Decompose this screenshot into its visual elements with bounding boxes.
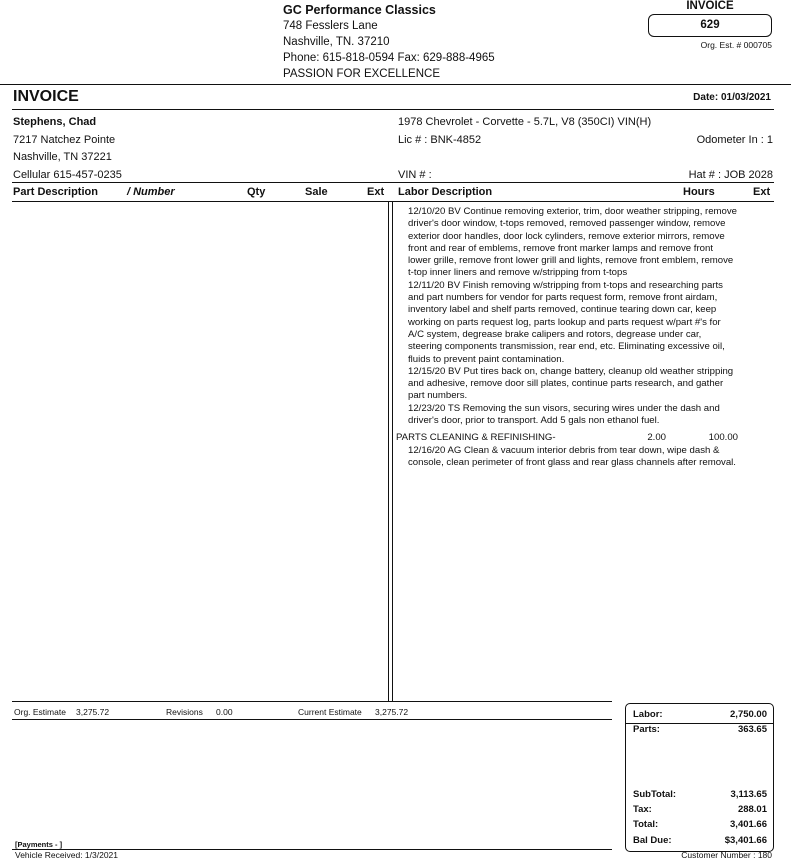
current-estimate-label: Current Estimate xyxy=(298,707,362,717)
labor-entry: 12/10/20 BV Continue removing exterior, trim, door weather stripping, remove driver's door window, t-tops removed, removed passenger window, remove exterior door handles, door lock cylinders, remove exterior mirrors, remove front and rear of emblems, remove front marker lamps and remove front lower grille, remove front lower grill and lights, remove front emblem, remove t-top inner liners and remove w/stripping from t-tops xyxy=(408,206,738,279)
balance-due-label: Bal Due: xyxy=(633,835,672,846)
subtotal-label: SubTotal: xyxy=(633,789,677,800)
vehicle-vin: VIN # : xyxy=(398,168,432,181)
labor-entry: 12/11/20 BV Finish removing w/stripping from t-tops and researching parts and part numbers for vendor for parts request form, remove front airdam, inventory label and shelf parts removed, continue tearing down car, keep working on parts request log, parts lookup and parts request w/part #'s for A/C system, degrease brake calipers and rotors, degrease under car, steering components transmission, rear end, etc. Eliminating excessive oil, fluids to prevent paint contamination. xyxy=(408,279,725,365)
customer-phone: Cellular 615-457-0235 xyxy=(13,168,122,181)
parts-column-divider-1 xyxy=(388,201,389,701)
revisions-label: Revisions xyxy=(166,707,203,717)
labor-item-title: PARTS CLEANING & REFINISHING- xyxy=(396,432,556,444)
customer-info xyxy=(13,114,122,184)
customer-city: Nashville, TN 37221 xyxy=(13,151,112,163)
total-row xyxy=(633,819,767,830)
estimate-top-rule xyxy=(12,701,612,702)
parts-column-divider-2 xyxy=(392,201,393,701)
labor-total-label: Labor: xyxy=(633,709,663,720)
org-estimate-label: Org. Estimate xyxy=(14,707,66,717)
title-divider xyxy=(12,109,774,110)
vehicle-description: 1978 Chevrolet - Corvette - 5.7L, V8 (350CI) VIN(H) xyxy=(398,116,652,128)
total-label: Total: xyxy=(633,819,659,830)
col-labor-description: Labor Description xyxy=(398,186,493,198)
totals-box xyxy=(625,703,774,852)
company-info xyxy=(283,2,495,82)
invoice-label: INVOICE xyxy=(686,0,734,12)
labor-entry: 12/15/20 BV Put tires back on, change battery, cleanup old weather stripping and adhesive, remove door sill plates, continue parts research, and gather part numbers. xyxy=(408,365,734,402)
estimate-bottom-rule xyxy=(12,719,612,720)
company-tagline: PASSION FOR EXCELLENCE xyxy=(283,68,440,80)
labor-entry: 12/16/20 AG Clean & vacuum interior debris from tear down, wipe dash & console, clean perimeter of front glass and rear glass channels after removal. xyxy=(408,444,736,468)
tax-label: Tax: xyxy=(633,804,652,815)
company-name: GC Performance Classics xyxy=(283,3,436,17)
col-sale: Sale xyxy=(305,186,328,198)
columns-top-rule xyxy=(12,182,774,183)
invoice-number-box xyxy=(648,0,772,50)
parts-total-row xyxy=(633,724,767,735)
col-labor-ext: Ext xyxy=(753,186,771,198)
labor-total-value: 2,750.00 xyxy=(730,709,767,720)
invoice-number: 629 xyxy=(648,14,772,37)
invoice-date: Date: 01/03/2021 xyxy=(693,92,771,103)
org-estimate-value: 3,275.72 xyxy=(76,707,110,717)
vehicle-hat: Hat # : JOB 2028 xyxy=(688,168,773,181)
tax-row xyxy=(633,804,767,815)
subtotal-row xyxy=(633,789,767,800)
labor-entry: 12/23/20 TS Removing the sun visors, securing wires under the dash and driver's door, prior to transport. Add 5 gals non ethanol fuel. xyxy=(408,402,720,427)
company-phone: Phone: 615-818-0594 Fax: 629-888-4965 xyxy=(283,52,495,64)
labor-item-hours: 2.00 xyxy=(647,432,666,444)
org-estimate-number: Org. Est. # 000705 xyxy=(700,40,772,50)
vehicle-odometer: Odometer In : 1 xyxy=(696,133,773,146)
col-part-description: Part Description xyxy=(13,186,98,198)
current-estimate-value: 3,275.72 xyxy=(375,707,409,717)
payments-label: [Payments - ] xyxy=(15,840,63,849)
parts-total-value: 363.65 xyxy=(737,724,767,735)
col-hours: Hours xyxy=(683,186,715,198)
customer-number: Customer Number : 180 xyxy=(681,850,772,860)
col-qty: Qty xyxy=(247,186,266,198)
columns-bottom-rule xyxy=(12,201,774,202)
vehicle-info xyxy=(398,114,773,184)
header-divider xyxy=(0,84,791,85)
labor-item-ext: 100.00 xyxy=(708,432,738,444)
col-ext: Ext xyxy=(367,186,385,198)
labor-total-row xyxy=(633,709,767,720)
page-title: INVOICE xyxy=(13,88,79,105)
balance-due-row xyxy=(633,835,767,846)
vehicle-license: Lic # : BNK-4852 xyxy=(398,133,482,146)
col-number: / Number xyxy=(127,186,175,198)
vehicle-received: Vehicle Received: 1/3/2021 xyxy=(15,850,119,860)
customer-street: 7217 Natchez Pointe xyxy=(13,133,116,146)
labor-description-list xyxy=(396,206,738,469)
vehicle-lic-row xyxy=(398,132,773,150)
subtotal-value: 3,113.65 xyxy=(730,789,767,800)
balance-due-value: $3,401.66 xyxy=(724,835,767,846)
company-city: Nashville, TN. 37210 xyxy=(283,36,390,48)
total-value: 3,401.66 xyxy=(730,819,767,830)
tax-value: 288.01 xyxy=(737,804,767,815)
revisions-value: 0.00 xyxy=(216,707,233,717)
customer-name: Stephens, Chad xyxy=(13,116,97,128)
labor-item-header xyxy=(396,432,738,444)
parts-total-label: Parts: xyxy=(633,724,660,735)
company-street: 748 Fesslers Lane xyxy=(283,20,378,32)
